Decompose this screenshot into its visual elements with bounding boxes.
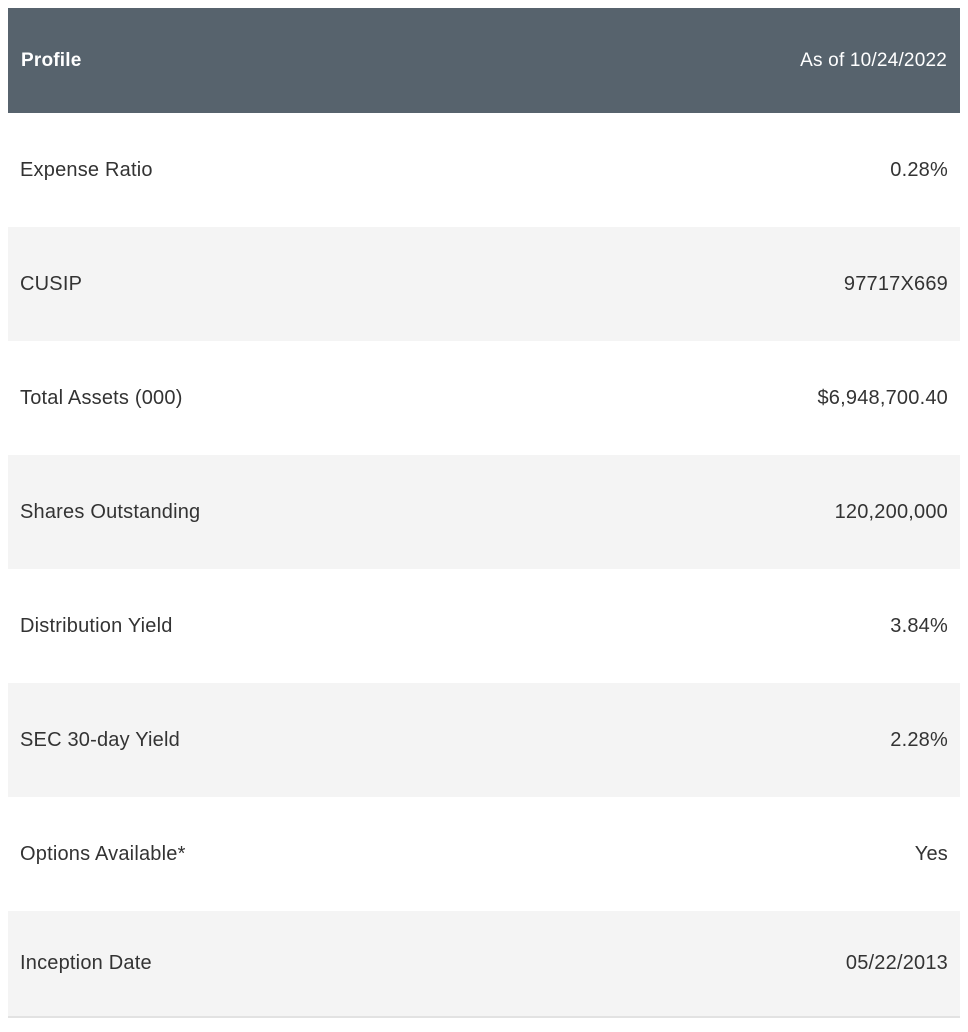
row-label: Shares Outstanding <box>20 500 201 523</box>
row-label: Expense Ratio <box>20 158 153 181</box>
table-header <box>8 8 960 113</box>
row-label: Total Assets (000) <box>20 386 183 409</box>
table-row <box>8 113 960 227</box>
row-value: $6,948,700.40 <box>817 386 948 409</box>
row-label: CUSIP <box>20 272 83 295</box>
table-row <box>8 911 960 1018</box>
row-value: 120,200,000 <box>834 500 948 523</box>
fund-profile-table <box>8 8 960 1018</box>
row-value: 0.28% <box>890 158 948 181</box>
table-body <box>8 113 960 1018</box>
row-value: Yes <box>914 842 948 865</box>
table-row <box>8 341 960 455</box>
table-row <box>8 683 960 797</box>
table-row <box>8 797 960 911</box>
as-of-date: As of 10/24/2022 <box>800 49 947 71</box>
row-value: 2.28% <box>890 728 948 751</box>
row-value: 3.84% <box>890 614 948 637</box>
row-label: Distribution Yield <box>20 614 173 637</box>
table-row <box>8 227 960 341</box>
row-label: Options Available* <box>20 842 186 865</box>
row-label: Inception Date <box>20 952 152 974</box>
row-value: 05/22/2013 <box>845 952 948 974</box>
row-label: SEC 30-day Yield <box>20 728 180 751</box>
table-row <box>8 569 960 683</box>
table-row <box>8 455 960 569</box>
row-value: 97717X669 <box>843 272 948 295</box>
table-title: Profile <box>21 49 82 71</box>
